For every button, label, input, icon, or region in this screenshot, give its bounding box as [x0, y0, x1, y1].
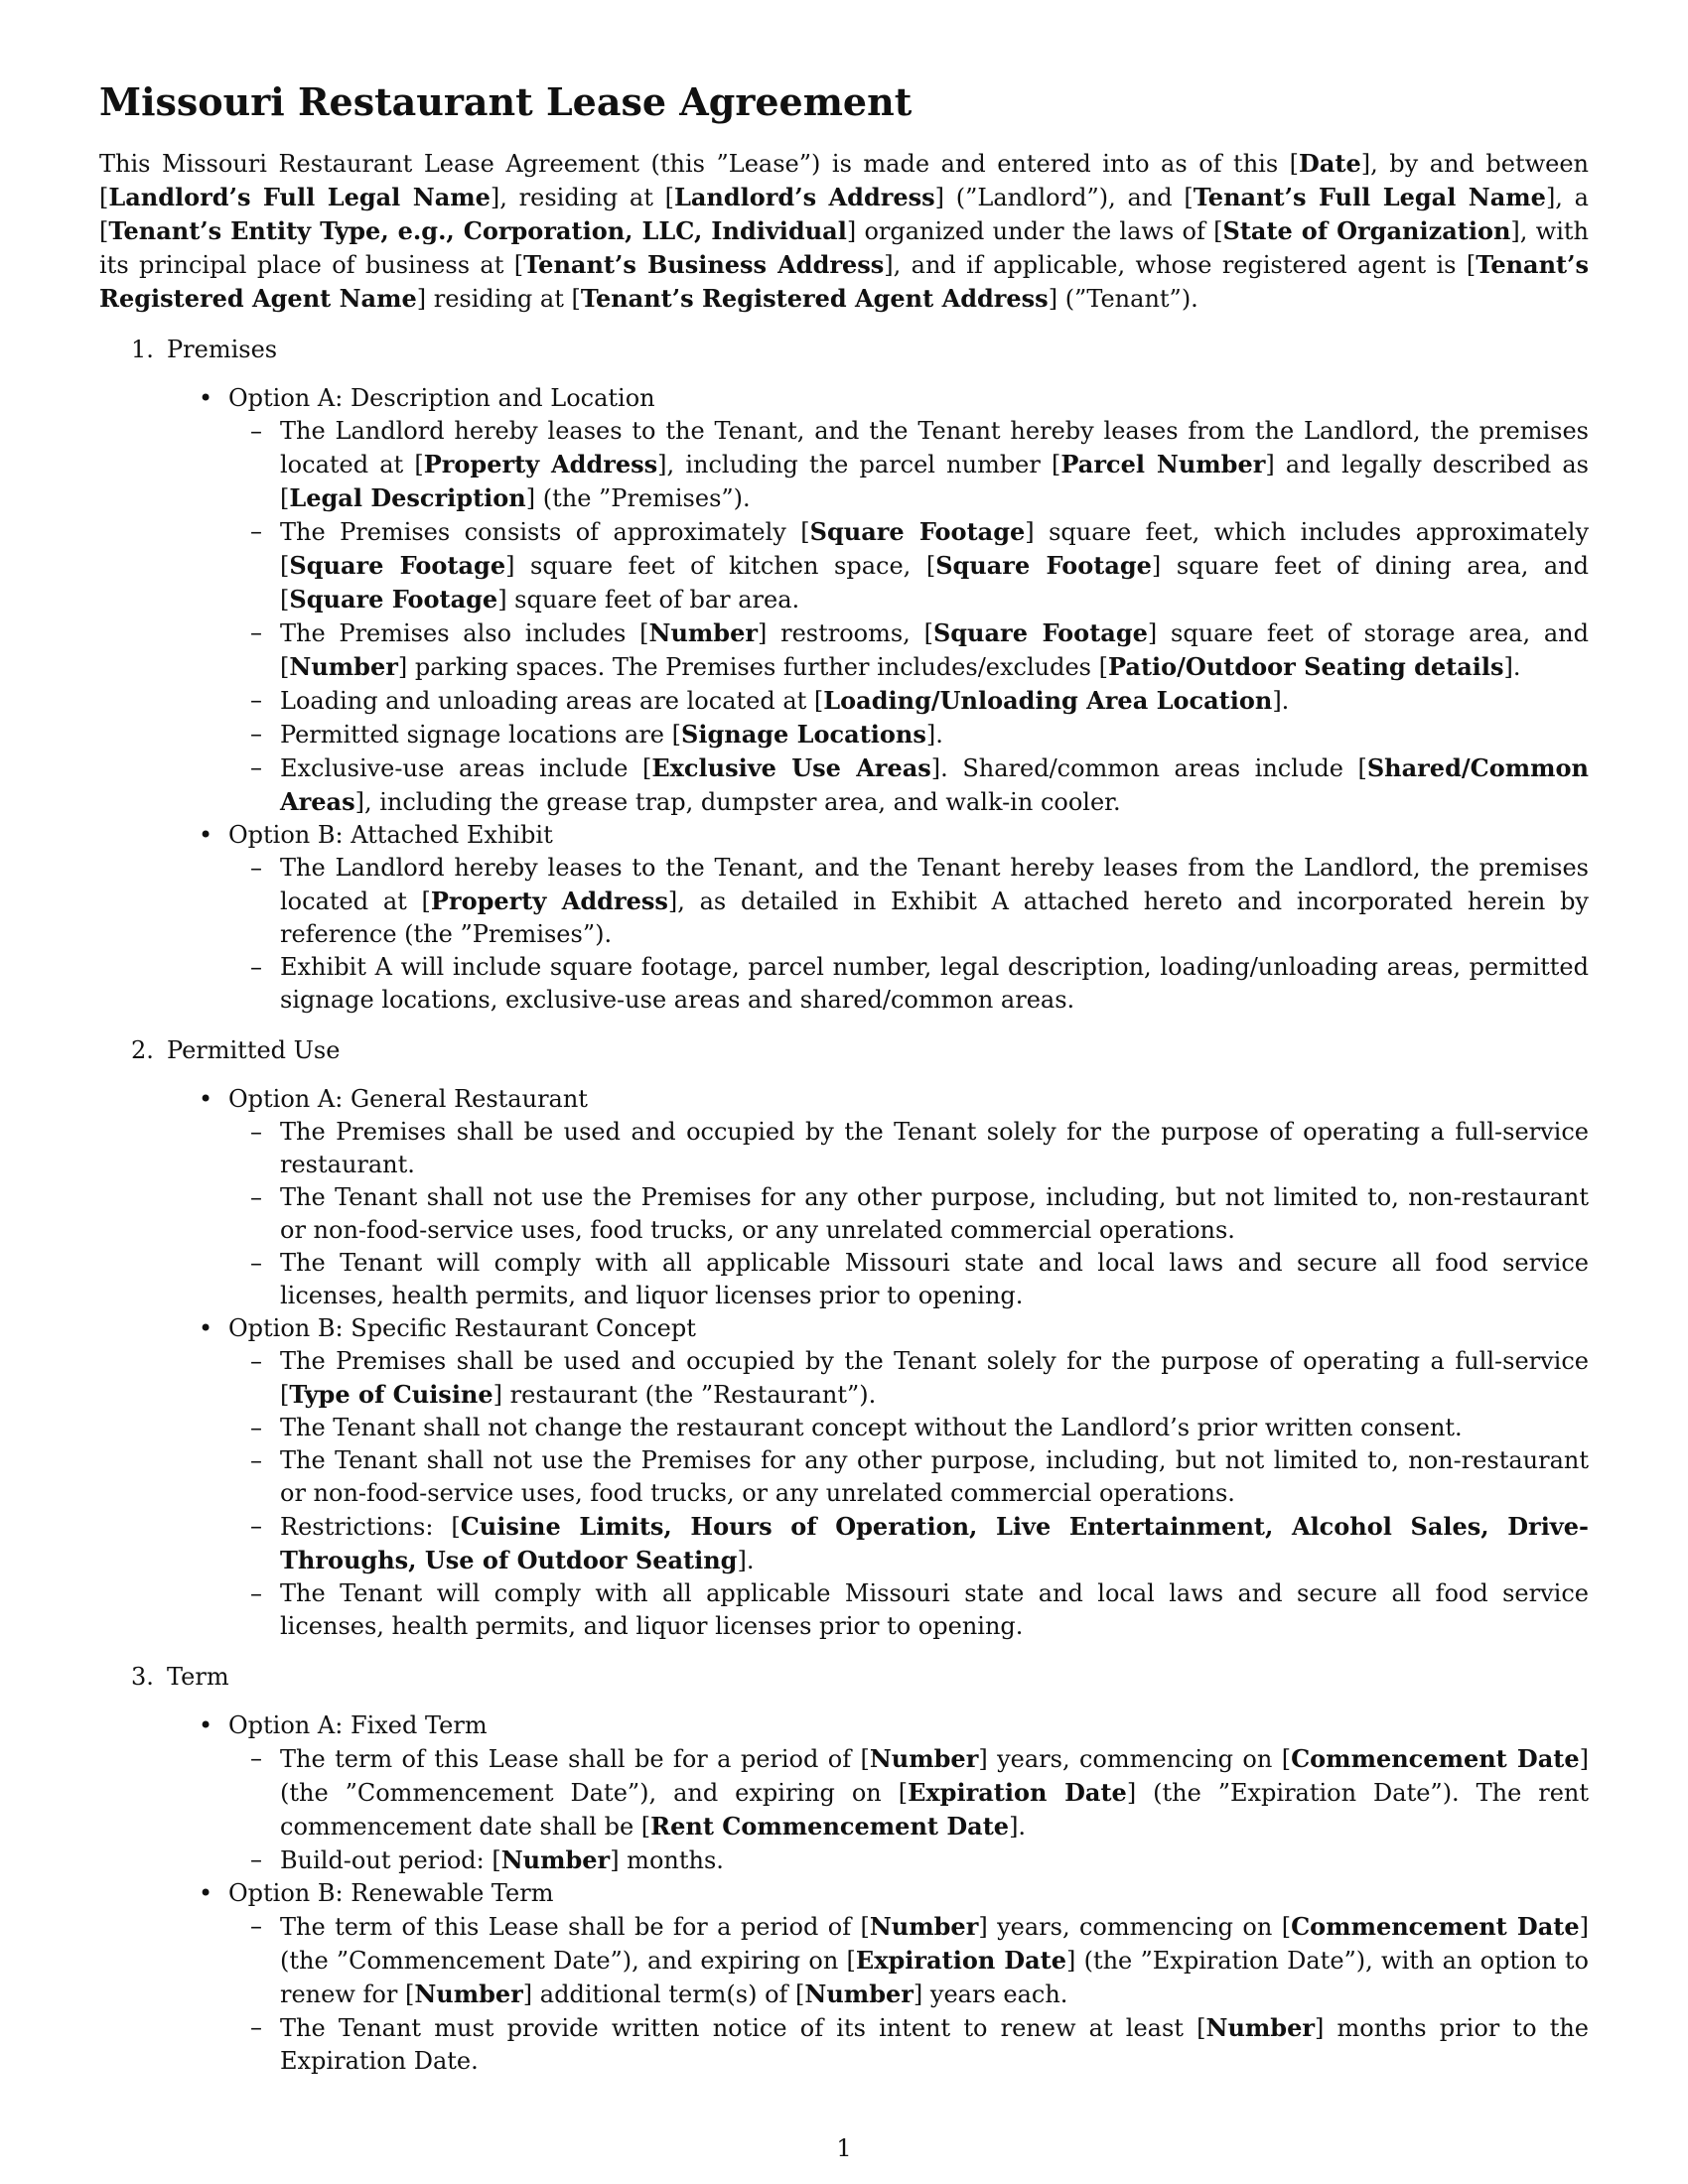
placeholder-field: Parcel Number [1060, 449, 1266, 478]
placeholder-field: Number [804, 1979, 914, 2008]
dash-icon: – [250, 952, 262, 981]
dash-icon: – [250, 853, 262, 882]
dash-icon: – [250, 1511, 262, 1540]
bullet-icon: • [199, 1878, 213, 1907]
document-page [99, 79, 1589, 2078]
section-title-text: Permitted Use [167, 1035, 341, 1064]
dash-icon: – [250, 1182, 262, 1211]
section-title [99, 1661, 1589, 1694]
option-label-text: Option A: General Restaurant [228, 1084, 588, 1113]
clause-item: – Permitted signage locations are [Signage Locations]. [250, 719, 943, 749]
dash-icon: – [250, 1445, 262, 1474]
option-label [99, 1083, 1589, 1116]
dash-icon: – [250, 516, 262, 545]
placeholder-field: Tenant’s Business Address [523, 249, 885, 279]
bullet-icon: • [199, 1710, 213, 1739]
placeholder-field: Landlord’s Full Legal Name [108, 182, 491, 211]
option-label [99, 1709, 1589, 1742]
dash-icon: – [250, 1117, 262, 1146]
clause-item: – The Tenant will comply with all applicable Missouri state and local laws and secure all food service licenses, health permits, and liquor licenses prior to opening. [250, 1578, 1589, 1640]
dash-icon: – [250, 1844, 262, 1873]
option-label-text: Option B: Renewable Term [228, 1878, 554, 1907]
placeholder-field: Number [500, 1844, 611, 1874]
bullet-icon: • [199, 820, 213, 849]
placeholder-field: Square Footage [809, 516, 1026, 546]
dash-icon: – [250, 1743, 262, 1772]
placeholder-field: Square Footage [935, 550, 1152, 580]
clause-item: – Exhibit A will include square footage, parcel number, legal description, loading/unloading areas, permitted signage locations, exclusive-use areas and shared/common areas. [250, 952, 1589, 1014]
clause-item: – The Tenant shall not change the restaurant concept without the Landlord’s prior written consent. [99, 1412, 1589, 1444]
option-label-text: Option A: Description and Location [228, 383, 655, 412]
section-title-text: Premises [167, 335, 278, 363]
clause-item: – The Premises shall be used and occupied by the Tenant solely for the purpose of operating a full-service restaurant. [250, 1117, 1589, 1178]
placeholder-field: Number [869, 1911, 979, 1941]
clause-item: – The term of this Lease shall be for a period of [Number] years, commencing on [Commencement Date] (the ”Commencement Date”), and expiring on [Expiration Date] (the ”Expiration Date”), with an option to renew for [Number] additional term(s) of [Number] years each. [250, 1911, 1589, 2008]
section-title [99, 334, 1589, 366]
placeholder-field: Signage Locations [681, 719, 926, 749]
dash-icon: – [250, 1346, 262, 1375]
placeholder-field: Number [414, 1979, 523, 2008]
option-label [99, 1312, 1589, 1345]
placeholder-field: Property Address [423, 449, 658, 478]
placeholder-field: State of Organization [1222, 215, 1511, 245]
placeholder-field: Date [1299, 148, 1361, 178]
placeholder-field: Commencement Date [1291, 1743, 1580, 1773]
dash-icon: – [250, 2012, 262, 2041]
section-number: 2. [131, 1035, 154, 1064]
placeholder-field: Property Address [430, 886, 668, 915]
placeholder-field: Cuisine Limits, Hours of Operation, Live Entertainment, Alcohol Sales, Drive-Throughs, Use of Outdoor Seating [280, 1511, 1589, 1574]
clause-item: – The Tenant shall not use the Premises for any other purpose, including, but not limited to, non-restaurant or non-food-service uses, food trucks, or any unrelated commercial operations. [250, 1182, 1589, 1244]
dash-icon: – [250, 685, 262, 714]
section-2 [99, 1034, 1589, 1643]
option-label [99, 819, 1589, 852]
document-title: Missouri Restaurant Lease Agreement [99, 79, 913, 124]
dash-icon: – [250, 752, 262, 781]
dash-icon: – [250, 1248, 262, 1277]
placeholder-field: Number [289, 651, 398, 681]
clause-item: – The term of this Lease shall be for a period of [Number] years, commencing on [Commencement Date] (the ”Commencement Date”), and expiring on [Expiration Date] (the ”Expiration Date”). The rent commencement date shall be [Rent Commencement Date]. [250, 1743, 1590, 1841]
section-number: 1. [131, 335, 154, 363]
placeholder-field: Commencement Date [1291, 1911, 1580, 1941]
placeholder-field: Expiration Date [855, 1945, 1066, 1975]
section-title [99, 1034, 1589, 1067]
placeholder-field: Number [869, 1743, 979, 1773]
dash-icon: – [250, 1413, 262, 1441]
placeholder-field: Type of Cuisine [289, 1379, 493, 1409]
option-label-text: Option A: Fixed Term [228, 1710, 488, 1739]
section-number: 3. [131, 1662, 154, 1691]
placeholder-field: Exclusive Use Areas [651, 752, 931, 782]
placeholder-field: Tenant’s Full Legal Name [1193, 182, 1546, 211]
placeholder-field: Rent Commencement Date [650, 1811, 1010, 1841]
page-number: 1 [836, 2134, 852, 2162]
option-label [99, 382, 1589, 415]
placeholder-field: Legal Description [289, 482, 526, 512]
bullet-icon: • [199, 383, 213, 412]
placeholder-field: Number [648, 617, 758, 647]
section-1 [99, 334, 1589, 1017]
placeholder-field: Shared/Common Areas [280, 752, 1589, 816]
clause-item: – The Landlord hereby leases to the Tenant, and the Tenant hereby leases from the Landlord, the premises located at [Property Address], as detailed in Exhibit A attached hereto and incorporated herein by reference (the ”Premises”). [250, 853, 1589, 948]
placeholder-field: Square Footage [932, 617, 1148, 647]
placeholder-field: Tenant’s Registered Agent Address [580, 283, 1049, 313]
placeholder-field: Tenant’s Entity Type, e.g., Corporation, LLC, Individual [108, 215, 847, 245]
option-label-text: Option B: Attached Exhibit [228, 820, 553, 849]
dash-icon: – [250, 617, 262, 646]
placeholder-field: Landlord’s Address [674, 182, 935, 211]
clause-item: – The Tenant will comply with all applicable Missouri state and local laws and secure all food service licenses, health permits, and liquor licenses prior to opening. [250, 1248, 1589, 1309]
placeholder-field: Square Footage [289, 550, 506, 580]
clause-item: – The Tenant shall not use the Premises for any other purpose, including, but not limited to, non-restaurant or non-food-service uses, food trucks, or any unrelated commercial operations. [250, 1445, 1589, 1507]
clause-item: – Restrictions: [Cuisine Limits, Hours of Operation, Live Entertainment, Alcohol Sales, Drive-Throughs, Use of Outdoor Seating]. [250, 1511, 1589, 1574]
clause-item: – Build-out period: [Number] months. [250, 1844, 724, 1874]
clause-item: – The Premises also includes [Number] restrooms, [Square Footage] square feet of storage area, and [Number] parking spaces. The Premises further includes/excludes [Patio/Outdoor Seating details]. [250, 617, 1589, 681]
dash-icon: – [250, 1578, 262, 1607]
section-title-text: Term [167, 1662, 229, 1691]
sections-list [99, 334, 1589, 2078]
clause-item: – The Tenant must provide written notice of its intent to renew at least [Number] months prior to the Expiration Date. [250, 2012, 1590, 2075]
intro-paragraph: This Missouri Restaurant Lease Agreement (this ”Lease”) is made and entered into as of this [Date], by and between [Landlord’s Full Legal Name], residing at [Landlord’s Address] (”Landlord”), and [Tenant’s Full Legal Name], a [Tenant’s Entity Type, e.g., Corporation, LLC, Individual] organized under the laws of [State of Organization], with its principal place of business at [Tenant’s Business Address], and if applicable, whose registered agent is [Tenant’s Registered Agent Name] residing at [Tenant’s Registered Agent Address] (”Tenant”). [99, 148, 1590, 313]
bullet-icon: • [199, 1084, 213, 1113]
dash-icon: – [250, 719, 262, 748]
clause-item: – Loading and unloading areas are located at [Loading/Unloading Area Location]. [250, 685, 1290, 715]
option-label-text: Option B: Specific Restaurant Concept [228, 1313, 696, 1342]
bullet-icon: • [199, 1313, 213, 1342]
clause-item: – The Premises consists of approximately [Square Footage] square feet, which includes approximately [Square Footage] square feet of kitchen space, [Square Footage] square feet of dining area, and [Square Footage] square feet of bar area. [250, 516, 1590, 614]
clause-item: – Exclusive-use areas include [Exclusive Use Areas]. Shared/common areas include [Shared/Common Areas], including the grease trap, dumpster area, and walk-in cooler. [250, 752, 1589, 816]
dash-icon: – [250, 416, 262, 445]
placeholder-field: Number [1205, 2012, 1315, 2042]
clause-item: – The Landlord hereby leases to the Tenant, and the Tenant hereby leases from the Landlord, the premises located at [Property Address], including the parcel number [Parcel Number] and legally described as [Legal Description] (the ”Premises”). [250, 416, 1589, 512]
clause-item: – The Premises shall be used and occupied by the Tenant solely for the purpose of operating a full-service [Type of Cuisine] restaurant (the ”Restaurant”). [250, 1346, 1589, 1409]
section-3 [99, 1661, 1589, 2078]
placeholder-field: Loading/Unloading Area Location [823, 685, 1273, 715]
placeholder-field: Square Footage [289, 584, 498, 614]
option-label [99, 1877, 1589, 1910]
placeholder-field: Expiration Date [908, 1777, 1127, 1807]
placeholder-field: Patio/Outdoor Seating details [1107, 651, 1504, 681]
dash-icon: – [250, 1911, 262, 1940]
placeholder-field: Tenant’s Registered Agent Name [99, 249, 1589, 313]
